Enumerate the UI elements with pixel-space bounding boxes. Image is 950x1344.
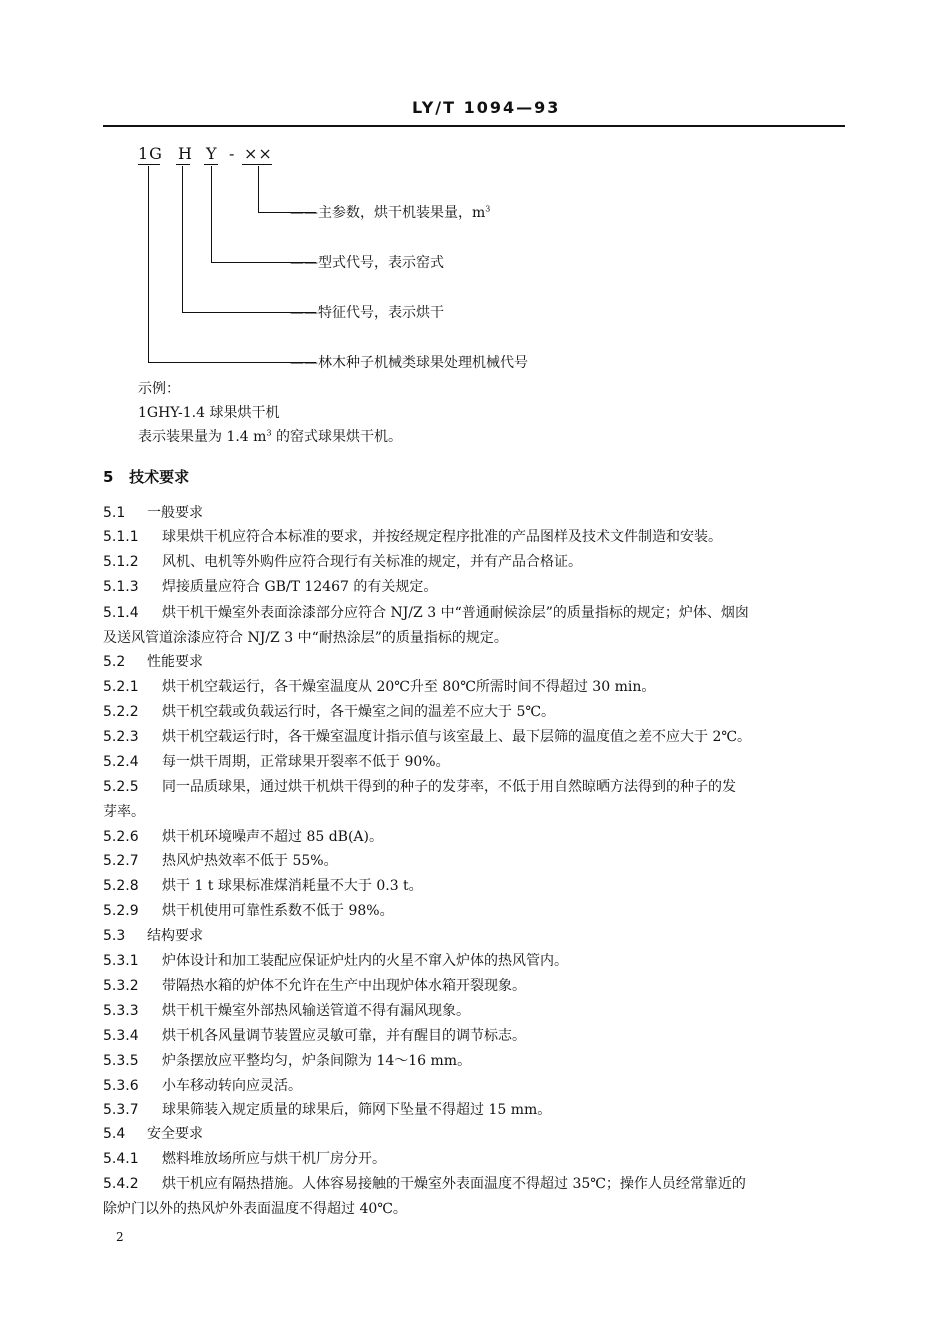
clause-number: 5.3.6 — [103, 1078, 139, 1094]
clause-text: 焊接质量应符合 GB/T 12467 的有关规定。 — [162, 579, 438, 595]
clause-number: 5.2.7 — [103, 853, 139, 869]
clause-number: 5.1.1 — [103, 529, 139, 545]
code-part-1g: 1G — [138, 144, 163, 163]
clause-line — [103, 1199, 848, 1219]
connector-line — [182, 166, 183, 312]
clause-number: 5.3 — [103, 928, 126, 944]
clause-text: 烘干机干燥室外表面涂漆部分应符合 NJ/Z 3 中“普通耐候涂层”的质量指标的规定；炉体、烟囱 — [162, 605, 749, 621]
clause-text: 烘干机各风量调节装置应灵敏可靠，并有醒目的调节标志。 — [162, 1028, 526, 1044]
clause-text: 烘干机使用可靠性系数不低于 98%。 — [162, 903, 394, 919]
page-number: 2 — [116, 1230, 124, 1244]
clause-number: 5.1.2 — [103, 554, 139, 570]
clause-number: 5.2.1 — [103, 679, 139, 695]
clause-number: 5.2.9 — [103, 903, 139, 919]
code-underline — [242, 164, 272, 165]
clause-line — [103, 827, 848, 847]
code-part-h: H — [178, 144, 193, 163]
clause-number: 5.2.2 — [103, 704, 139, 720]
clause-number: 5.2.5 — [103, 779, 139, 795]
clause-text: 带隔热水箱的炉体不允许在生产中出现炉体水箱开裂现象。 — [162, 978, 526, 994]
clause-line — [103, 677, 848, 697]
code-part-xx: ×× — [244, 144, 273, 163]
clause-number: 5.2.8 — [103, 878, 139, 894]
clause-text: 球果筛装入规定质量的球果后，筛网下坠量不得超过 15 mm。 — [162, 1102, 552, 1118]
clause-text: 及送风管道涂漆应符合 NJ/Z 3 中“耐热涂层”的质量指标的规定。 — [103, 630, 508, 646]
clause-number: 5.1.4 — [103, 605, 139, 621]
section-heading: 5 技术要求 — [103, 468, 190, 486]
connector-line — [211, 166, 212, 262]
clause-line — [103, 802, 848, 822]
connector-line — [148, 166, 149, 362]
clause-text: 每一烘干周期，正常球果开裂率不低于 90%。 — [162, 754, 450, 770]
clause-number: 5.2.6 — [103, 829, 139, 845]
clause-text: 烘干机应有隔热措施。人体容易接触的干燥室外表面温度不得超过 35℃；操作人员经常靠近的 — [162, 1176, 746, 1192]
clause-number: 5.3.1 — [103, 953, 139, 969]
clause-line — [103, 1149, 848, 1169]
clause-text: 安全要求 — [147, 1126, 203, 1142]
clause-text: 热风炉热效率不低于 55%。 — [162, 853, 338, 869]
clause-text: 烘干机环境噪声不超过 85 dB(A)。 — [162, 829, 383, 845]
clause-number: 5.4.2 — [103, 1176, 139, 1192]
clause-number: 5.3.7 — [103, 1102, 139, 1118]
label-machine-code: ——林木种子机械类球果处理机械代号 — [290, 355, 528, 371]
label-main-parameter: ——主参数，烘干机装果量，$m^3$ — [290, 204, 491, 221]
clause-number: 5.3.3 — [103, 1003, 139, 1019]
clause-line — [103, 1026, 848, 1046]
clause-line — [103, 702, 848, 722]
clause-text: 结构要求 — [147, 928, 203, 944]
clause-number: 5.2 — [103, 654, 126, 670]
clause-number: 5.2.4 — [103, 754, 139, 770]
clause-text: 一般要求 — [147, 505, 203, 521]
clause-text: 除炉门以外的热风炉外表面温度不得超过 40℃。 — [103, 1201, 407, 1217]
label-type-code: ——型式代号，表示窑式 — [290, 255, 444, 271]
code-underline — [204, 164, 218, 165]
clause-text: 性能要求 — [147, 654, 203, 670]
clause-line — [103, 851, 848, 871]
clause-text: 球果烘干机应符合本标准的要求，并按经规定程序批准的产品图样及技术文件制造和安装。 — [162, 529, 722, 545]
clause-line — [103, 652, 848, 672]
clause-number: 5.4.1 — [103, 1151, 139, 1167]
code-part-dash: - — [229, 144, 236, 163]
clause-line — [103, 577, 848, 597]
clause-line — [103, 1124, 848, 1144]
clause-line — [103, 503, 848, 523]
clause-number: 5.4 — [103, 1126, 126, 1142]
clause-text: 小车移动转向应灵活。 — [162, 1078, 302, 1094]
clause-number: 5.1.3 — [103, 579, 139, 595]
code-underline — [176, 164, 190, 165]
clause-line — [103, 1001, 848, 1021]
example-model: 1GHY-1.4 球果烘干机 — [138, 405, 280, 421]
header-rule — [103, 125, 845, 127]
clause-line — [103, 727, 848, 747]
clause-line — [103, 926, 848, 946]
clause-text: 烘干机空载或负载运行时，各干燥室之间的温差不应大于 5℃。 — [162, 704, 556, 720]
clause-number: 5.3.4 — [103, 1028, 139, 1044]
clause-text: 炉体设计和加工装配应保证炉灶内的火星不窜入炉体的热风管内。 — [162, 953, 568, 969]
clause-line — [103, 527, 848, 547]
clause-line — [103, 901, 848, 921]
example-description: 表示装果量为 1.4 $m^3$ 的窑式球果烘干机。 — [138, 428, 402, 445]
clause-line — [103, 976, 848, 996]
clause-text: 燃料堆放场所应与烘干机厂房分开。 — [162, 1151, 386, 1167]
clause-text: 烘干机空载运行时，各干燥室温度计指示值与该室最上、最下层筛的温度值之差不应大于 2℃。 — [162, 729, 752, 745]
clause-text: 烘干机干燥室外部热风输送管道不得有漏风现象。 — [162, 1003, 470, 1019]
clause-text: 芽率。 — [103, 804, 145, 820]
clause-line — [103, 1051, 848, 1071]
clause-line — [103, 1100, 848, 1120]
clause-line — [103, 628, 848, 648]
clause-number: 5.3.2 — [103, 978, 139, 994]
clause-text: 炉条摆放应平整均匀，炉条间隙为 14～16 mm。 — [162, 1053, 472, 1069]
clause-line — [103, 1174, 848, 1194]
code-part-y: Y — [206, 144, 218, 163]
clause-number: 5.1 — [103, 505, 126, 521]
clause-line — [103, 876, 848, 896]
clause-number: 5.2.3 — [103, 729, 139, 745]
connector-line — [258, 166, 259, 212]
standard-number: LY/T 1094—93 — [412, 98, 561, 117]
clause-text: 同一品质球果，通过烘干机烘干得到的种子的发芽率，不低于用自然晾晒方法得到的种子的发 — [162, 779, 736, 795]
clause-line — [103, 552, 848, 572]
clause-line — [103, 1076, 848, 1096]
clause-line — [103, 951, 848, 971]
clause-text: 烘干 1 t 球果标准煤消耗量不大于 0.3 t。 — [162, 878, 423, 894]
label-feature-code: ——特征代号，表示烘干 — [290, 305, 444, 321]
clause-line — [103, 752, 848, 772]
example-title: 示例： — [138, 381, 180, 397]
clause-line — [103, 777, 848, 797]
clause-line — [103, 603, 848, 623]
code-underline — [138, 164, 160, 165]
clause-number: 5.3.5 — [103, 1053, 139, 1069]
clause-text: 烘干机空载运行，各干燥室温度从 20℃升至 80℃所需时间不得超过 30 min。 — [162, 679, 656, 695]
clause-text: 风机、电机等外购件应符合现行有关标准的规定，并有产品合格证。 — [162, 554, 582, 570]
